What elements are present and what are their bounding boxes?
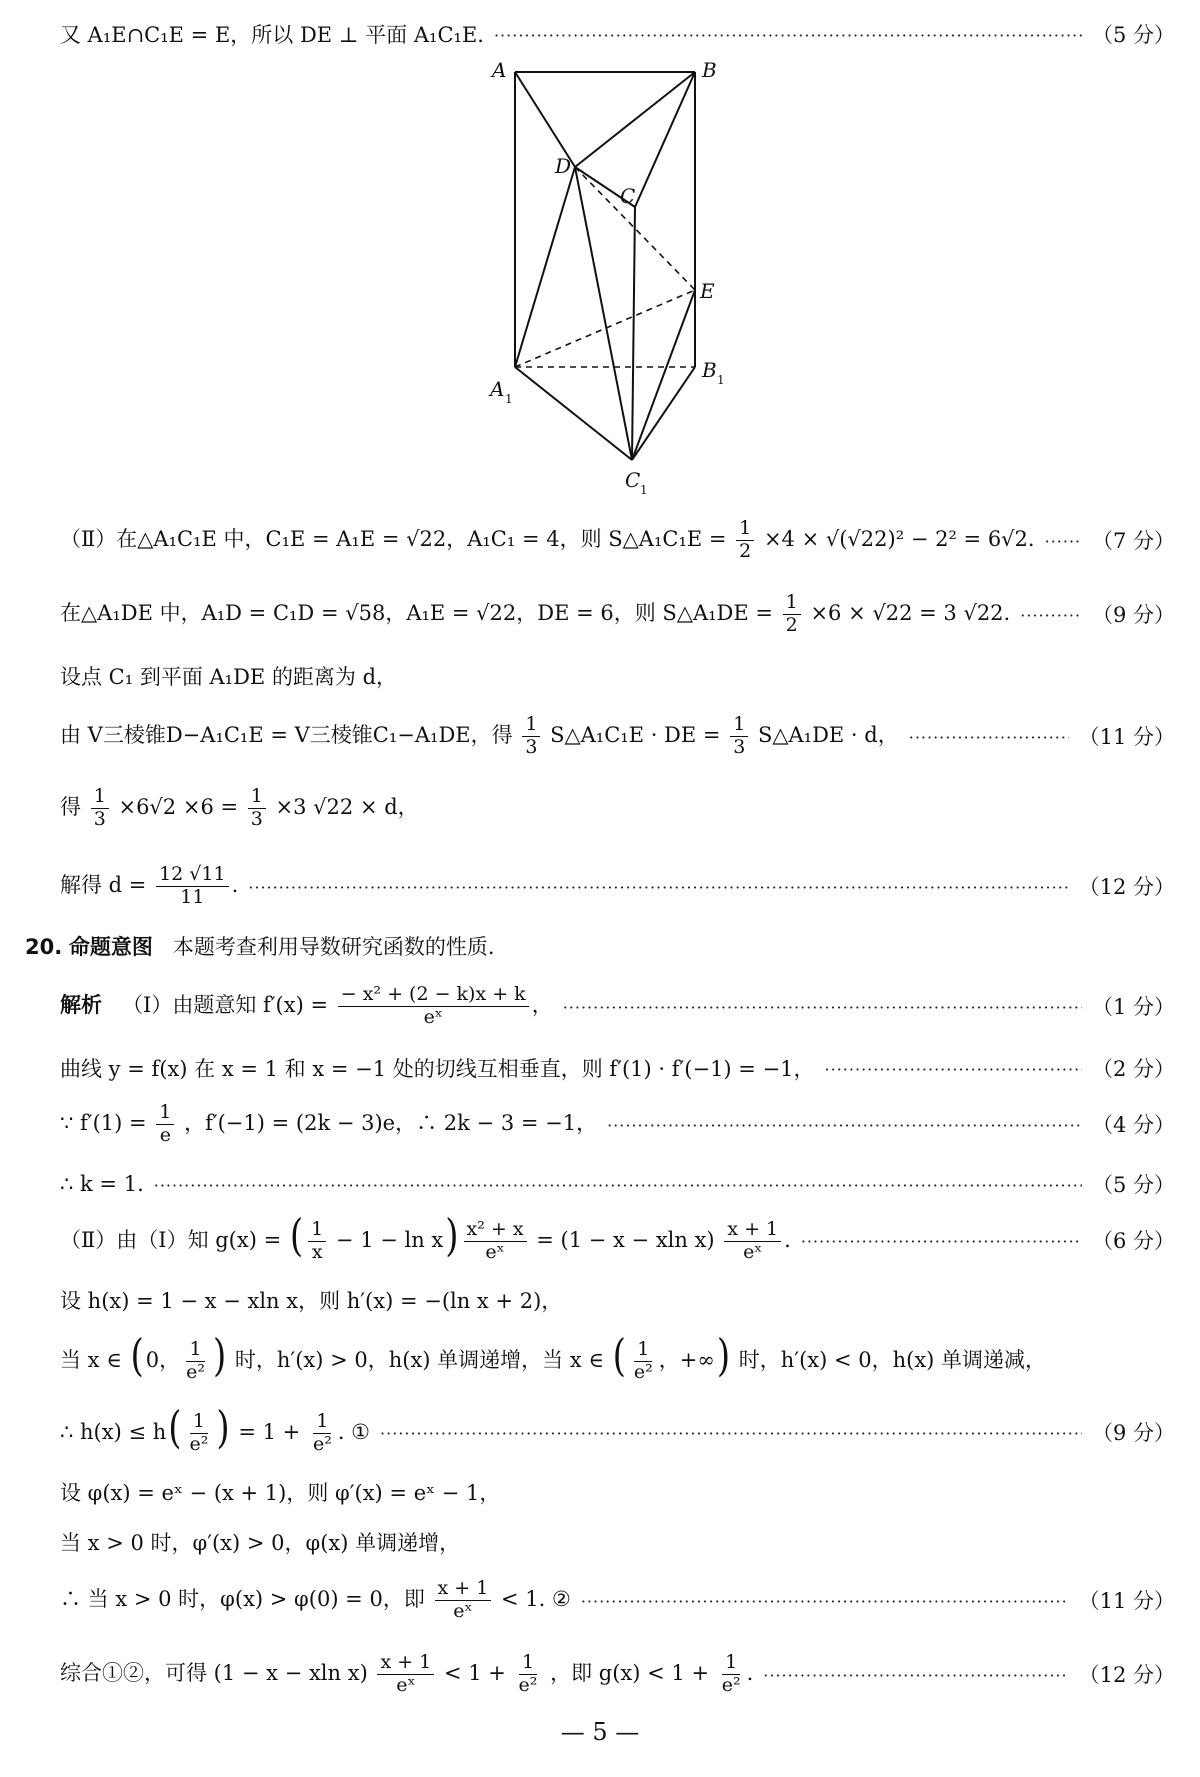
- line-suffix: . ①: [337, 1420, 371, 1445]
- score: （12 分）: [1078, 875, 1175, 899]
- fraction: [522, 714, 540, 759]
- frac-num: 1: [91, 786, 109, 809]
- line-suffix: S△A₁DE · d，: [757, 722, 899, 747]
- paren-left: (: [130, 1330, 144, 1383]
- frac-num: − x² + (2 − k)x + k: [338, 984, 529, 1007]
- frac-num: 1: [186, 1339, 204, 1362]
- frac-den: 3: [525, 735, 538, 758]
- proof-line-18: [60, 1520, 1175, 1564]
- score: （12 分）: [1078, 1663, 1175, 1687]
- label-C1: C: [625, 468, 641, 492]
- line-text: 解析 （Ⅰ）由题意知 f′(x) = $\frac{\text{− x² + (2 − k)x + k}}{\text{eˣ}}$ ，: [60, 982, 553, 1028]
- frac-den: e: [159, 1123, 171, 1146]
- proof-line-16: [60, 1402, 1175, 1456]
- label-B1: B: [702, 358, 717, 382]
- line-suffix: .: [746, 1660, 754, 1685]
- line-prefix: （Ⅱ）在△A₁C₁E 中，C₁E = A₁E = √22，A₁C₁ = 4，则 S△A₁C₁E =: [60, 526, 727, 551]
- fraction: [435, 1578, 492, 1623]
- proof-line-15: [60, 1330, 1175, 1384]
- line-text: [60, 1102, 597, 1147]
- line-prefix: 在△A₁DE 中，A₁D = C₁D = √58，A₁E = √22，DE = 6，则 S△A₁DE =: [60, 600, 773, 625]
- line-text: [60, 518, 1035, 563]
- proof-line-7: [60, 864, 1175, 908]
- frac-num: x + 1: [724, 1219, 781, 1242]
- paren-left: (: [612, 1330, 626, 1383]
- line-text: [60, 1578, 571, 1623]
- line-part-a: 当 x ∈: [60, 1348, 122, 1373]
- frac-den: eˣ: [423, 1005, 443, 1028]
- line-text: 当 x > 0 时，φ′(x) > 0，φ(x) 单调递增，: [60, 1531, 461, 1555]
- frac-den: e²: [633, 1361, 653, 1384]
- interval-start: 0: [145, 1348, 160, 1373]
- fraction: [377, 1652, 434, 1697]
- label-A1: A: [490, 377, 505, 401]
- proof-line-20: [60, 1652, 1175, 1696]
- leader-dots: [494, 25, 1082, 43]
- label-E: E: [700, 279, 715, 303]
- line-suffix: ×6 × √22 = 3 √22.: [810, 600, 1011, 625]
- score: （11 分）: [1078, 1589, 1175, 1613]
- frac-num: 12 √11: [156, 864, 229, 887]
- paren-right: ): [212, 1330, 227, 1383]
- score: （2 分）: [1091, 1057, 1175, 1081]
- line-mid: ×6√2 ×6 =: [118, 794, 239, 819]
- frac-num: x² + x: [464, 1219, 527, 1242]
- paren-left: (: [168, 1402, 182, 1455]
- label-D: D: [555, 154, 572, 178]
- proof-line-9: [60, 984, 1175, 1028]
- fraction: [156, 1102, 174, 1147]
- label-A: A: [492, 58, 507, 82]
- fraction: [730, 714, 748, 759]
- frac-den: e²: [186, 1361, 205, 1384]
- frac-num: 1: [519, 1652, 537, 1675]
- proof-line-4: [60, 654, 1175, 698]
- label-B1-sub: 1: [717, 373, 725, 387]
- line-prefix: ∴ 当 x > 0 时，φ(x) > φ(0) = 0，即: [60, 1586, 425, 1611]
- line-mid: < 1 +: [443, 1660, 506, 1685]
- frac-num: 1: [308, 1219, 326, 1242]
- line-part-d: 时，h′(x) < 0，h(x) 单调递减，: [738, 1348, 1047, 1373]
- frac-den: x: [311, 1241, 323, 1264]
- fraction: [91, 786, 109, 831]
- leader-dots: [380, 1423, 1082, 1441]
- fraction: [310, 1411, 335, 1456]
- score: （9 分）: [1091, 1421, 1175, 1445]
- line-mid: − 1 − ln x: [335, 1228, 444, 1253]
- fraction: [338, 984, 529, 1029]
- problem-20-header: [25, 924, 1175, 968]
- score: （7 分）: [1091, 529, 1175, 553]
- leader-dots: [1020, 605, 1082, 623]
- paren-right: ): [216, 1402, 230, 1455]
- fraction: [464, 1219, 527, 1264]
- frac-den: eˣ: [453, 1599, 473, 1622]
- score: （6 分）: [1091, 1229, 1175, 1253]
- proof-line-13: [60, 1210, 1175, 1264]
- section-label: 命题意图: [68, 935, 153, 959]
- fraction: [308, 1219, 326, 1264]
- line-suffix: < 1. ②: [501, 1586, 571, 1611]
- frac-den: 3: [733, 735, 746, 758]
- label-A1-sub: 1: [505, 392, 513, 406]
- label-C1-sub: 1: [640, 483, 648, 497]
- frac-num: 1: [522, 714, 540, 737]
- problem-number: 20.: [25, 935, 63, 959]
- line-mid2: ，即 g(x) < 1 +: [550, 1660, 710, 1685]
- frac-den: 2: [785, 613, 798, 636]
- proof-line-12: [60, 1162, 1175, 1206]
- page-number: — 5 —: [560, 1718, 640, 1746]
- label-C: C: [620, 184, 636, 208]
- leader-dots: [825, 1059, 1082, 1077]
- line-prefix: （Ⅱ）由（Ⅰ）知 g(x) =: [60, 1228, 282, 1253]
- line-prefix: ∵ f′(1) =: [60, 1110, 147, 1135]
- line-text: 设 φ(x) = eˣ − (x + 1)，则 φ′(x) = eˣ − 1，: [60, 1481, 501, 1505]
- line-body: 本题考查利用导数研究函数的性质.: [172, 935, 495, 959]
- proof-line-5: [60, 714, 1175, 758]
- line-text: [60, 1652, 753, 1697]
- fraction: [248, 786, 266, 831]
- leader-dots: [581, 1591, 1069, 1609]
- line-text: 当 x ∈ (0， $\frac{1}{\text{e²}}$ ) 时，h′(x) > 0，h(x) 单调递增，当 x ∈ ( $\frac{1}{\text{e²}}$ ，+∞) 时，h′(x) < 0，h(x) 单调递减，: [60, 1330, 1047, 1384]
- fraction: [183, 1339, 208, 1384]
- proof-line-6: [60, 786, 1175, 830]
- frac-den: eˣ: [485, 1241, 505, 1264]
- line-text: [60, 1402, 371, 1456]
- line-prefix: （Ⅰ）由题意知 f′(x) =: [122, 992, 329, 1017]
- proof-line-17: [60, 1470, 1175, 1514]
- score: （9 分）: [1091, 603, 1175, 627]
- fraction: [156, 864, 229, 909]
- score: （4 分）: [1091, 1113, 1175, 1137]
- line-mid2: = (1 − x − xln x): [536, 1228, 715, 1253]
- fraction: [719, 1652, 744, 1697]
- frac-num: 1: [634, 1339, 652, 1362]
- leader-dots: [763, 1665, 1068, 1683]
- line-text: 曲线 y = f(x) 在 x = 1 和 x = −1 处的切线互相垂直，则 f′(1) · f′(−1) = −1，: [60, 1057, 815, 1081]
- line-prefix: 解得 d =: [60, 872, 147, 897]
- leader-dots: [909, 727, 1069, 745]
- leader-dots: [563, 997, 1082, 1015]
- paren-right: ): [445, 1210, 459, 1263]
- frac-num: 1: [190, 1411, 208, 1434]
- leader-dots: [1045, 531, 1082, 549]
- line-prefix: ∴ h(x) ≤ h: [60, 1420, 167, 1445]
- fraction: [724, 1219, 781, 1264]
- paren-left: (: [289, 1210, 304, 1263]
- proof-line-10: [60, 1046, 1175, 1090]
- frac-den: eˣ: [396, 1673, 416, 1696]
- score: （5 分）: [1091, 23, 1175, 47]
- line-part-c: ，+∞: [658, 1348, 715, 1373]
- paren-right: ): [716, 1330, 731, 1383]
- frac-num: x + 1: [435, 1578, 492, 1601]
- prism-figure: [470, 55, 770, 505]
- label-B: B: [702, 58, 717, 82]
- frac-den: e²: [189, 1433, 209, 1456]
- line-text: 解得 d = $\frac{12 √11}{11}$ .: [60, 862, 239, 908]
- line-text: [60, 592, 1010, 637]
- leader-dots: [154, 1175, 1082, 1193]
- frac-num: 1: [783, 592, 801, 615]
- score: （1 分）: [1091, 995, 1175, 1019]
- line-prefix: 由 V三棱锥D−A₁C₁E = V三棱锥C₁−A₁DE，得: [60, 722, 513, 747]
- line-prefix: 得: [60, 794, 81, 819]
- fraction: [516, 1652, 541, 1697]
- frac-num: x + 1: [377, 1652, 434, 1675]
- proof-line-2: [60, 518, 1175, 562]
- frac-num: 1: [156, 1102, 174, 1125]
- line-text: 又 A₁E∩C₁E = E，所以 DE ⊥ 平面 A₁C₁E.: [60, 23, 484, 47]
- frac-den: eˣ: [743, 1241, 763, 1264]
- proof-line-1: [60, 12, 1175, 56]
- frac-den: 3: [93, 807, 106, 830]
- line-suffix: ×3 √22 × d，: [275, 794, 419, 819]
- proof-line-11: [60, 1102, 1175, 1146]
- fraction: [187, 1411, 212, 1456]
- line-mid: = 1 +: [238, 1420, 301, 1445]
- proof-line-19: [60, 1578, 1175, 1622]
- frac-num: 1: [730, 714, 748, 737]
- fraction: [736, 518, 754, 563]
- score: （5 分）: [1091, 1173, 1175, 1197]
- line-text: 设 h(x) = 1 − x − xln x，则 h′(x) = −(ln x + 2)，: [60, 1289, 563, 1313]
- line-text: 设点 C₁ 到平面 A₁DE 的距离为 d，: [60, 665, 398, 689]
- frac-num: 1: [313, 1411, 331, 1434]
- frac-den: 3: [250, 807, 263, 830]
- proof-line-3: [60, 592, 1175, 636]
- line-text: ∴ k = 1.: [60, 1172, 144, 1196]
- frac-den: 11: [180, 885, 205, 908]
- line-prefix: 综合①②，可得 (1 − x − xln x): [60, 1660, 368, 1685]
- fraction: [783, 592, 801, 637]
- frac-num: 1: [248, 786, 266, 809]
- fraction: [631, 1339, 656, 1384]
- line-text: [60, 786, 419, 831]
- line-suffix: ×4 × √(√22)² − 2² = 6√2.: [763, 526, 1035, 551]
- frac-num: 1: [736, 518, 754, 541]
- frac-den: e²: [312, 1433, 332, 1456]
- frac-num: 1: [722, 1652, 740, 1675]
- line-part-b: 时，h′(x) > 0，h(x) 单调递增，当 x ∈: [234, 1348, 604, 1373]
- leader-dots: [607, 1115, 1082, 1133]
- proof-line-14: [60, 1278, 1175, 1322]
- line-text: （Ⅱ）由（Ⅰ）知 g(x) = ( $\frac{1}{x}$ − 1 − ln x) $\frac{\text{x² + x}}{\text{eˣ}}$ = (1 − x − xln x) $\frac{x + 1}{\text{eˣ}}$ .: [60, 1210, 791, 1264]
- leader-dots: [248, 877, 1068, 895]
- frac-den: e²: [721, 1673, 741, 1696]
- frac-den: e²: [518, 1673, 538, 1696]
- line-text: [60, 714, 899, 759]
- line-suffix: ，f′(−1) = (2k − 3)e，∴ 2k − 3 = −1，: [184, 1110, 598, 1135]
- line-mid: S△A₁C₁E · DE =: [550, 722, 721, 747]
- leader-dots: [801, 1231, 1082, 1249]
- line-text: [25, 931, 495, 961]
- frac-den: 2: [739, 539, 752, 562]
- score: （11 分）: [1078, 725, 1175, 749]
- section-label: 解析: [60, 992, 102, 1017]
